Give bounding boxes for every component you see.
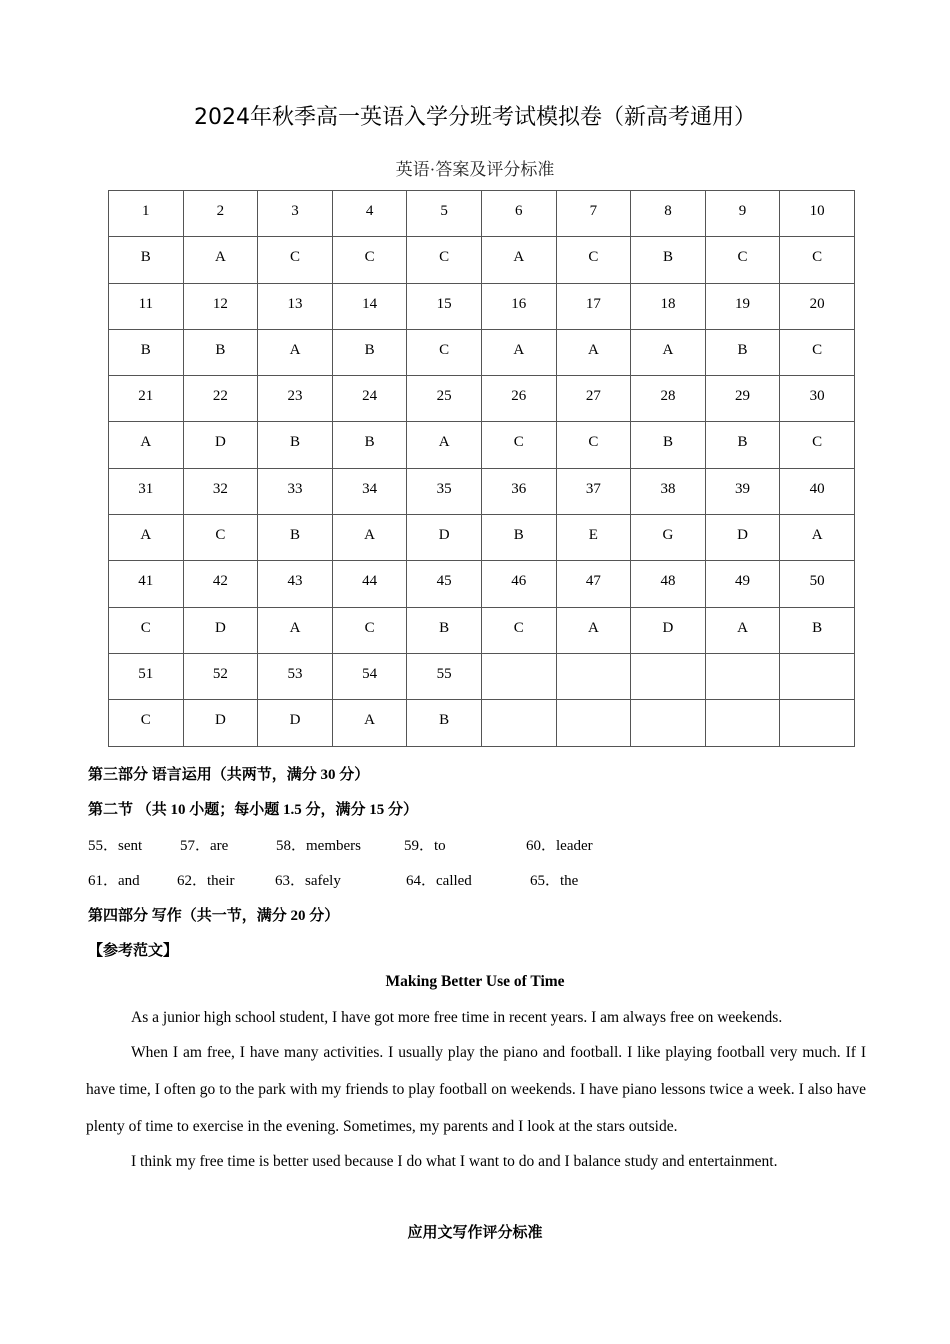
answer-cell: C: [780, 422, 855, 468]
question-number-cell: 37: [556, 468, 631, 514]
answer-cell: D: [631, 607, 706, 653]
question-number-cell: 36: [481, 468, 556, 514]
answer-cell: C: [705, 237, 780, 283]
question-number-cell: 5: [407, 191, 482, 237]
question-number-cell: 31: [109, 468, 184, 514]
question-number-cell: 45: [407, 561, 482, 607]
answer-cell: B: [780, 607, 855, 653]
answer-key-table: [108, 190, 855, 747]
question-number-cell: 26: [481, 376, 556, 422]
question-number-cell: 38: [631, 468, 706, 514]
answer-cell: B: [109, 237, 184, 283]
question-number-cell: 43: [258, 561, 333, 607]
answer-cell: C: [556, 237, 631, 283]
question-number-cell: [780, 653, 855, 699]
answer-cell: C: [780, 237, 855, 283]
question-number-cell: 49: [705, 561, 780, 607]
question-number-row: [109, 283, 855, 329]
blank-answer: 62．their: [177, 873, 235, 889]
part4-heading: 第四部分 写作（共一节，满分 20 分）: [88, 908, 340, 924]
answer-cell: [705, 700, 780, 746]
answer-cell: A: [407, 422, 482, 468]
answer-cell: D: [183, 607, 258, 653]
question-number-cell: 16: [481, 283, 556, 329]
document-title: 2024年秋季高一英语入学分班考试模拟卷（新高考通用）: [194, 105, 756, 130]
question-number-cell: 28: [631, 376, 706, 422]
answer-cell: A: [780, 515, 855, 561]
question-number-cell: 27: [556, 376, 631, 422]
question-number-cell: [705, 653, 780, 699]
answer-row: [109, 237, 855, 283]
question-number-cell: 6: [481, 191, 556, 237]
question-number-cell: [556, 653, 631, 699]
answer-cell: C: [109, 700, 184, 746]
answer-cell: A: [109, 422, 184, 468]
part3-section2-heading: 第二节 （共 10 小题；每小题 1.5 分，满分 15 分）: [88, 802, 419, 818]
question-number-cell: 4: [332, 191, 407, 237]
question-number-cell: 41: [109, 561, 184, 607]
question-number-row: [109, 653, 855, 699]
answer-cell: A: [109, 515, 184, 561]
answer-cell: B: [705, 422, 780, 468]
answer-cell: C: [556, 422, 631, 468]
answer-row: [109, 422, 855, 468]
part3-heading: 第三部分 语言运用（共两节，满分 30 分）: [88, 767, 370, 783]
answer-cell: B: [332, 422, 407, 468]
question-number-cell: 40: [780, 468, 855, 514]
question-number-cell: 1: [109, 191, 184, 237]
essay-paragraph-1: As a junior high school student, I have got more free time in recent years. I am always free on weekends.: [131, 1009, 783, 1026]
question-number-cell: 17: [556, 283, 631, 329]
blank-answer: 61．and: [88, 873, 140, 889]
question-number-cell: 11: [109, 283, 184, 329]
answer-cell: D: [407, 515, 482, 561]
question-number-cell: 9: [705, 191, 780, 237]
answer-cell: A: [631, 329, 706, 375]
blank-answer: 55．sent: [88, 838, 143, 854]
answer-cell: C: [481, 422, 556, 468]
answer-cell: C: [407, 237, 482, 283]
question-number-cell: 19: [705, 283, 780, 329]
blank-answer: 65．the: [530, 873, 579, 889]
question-number-cell: 15: [407, 283, 482, 329]
answer-cell: A: [705, 607, 780, 653]
answer-cell: B: [332, 329, 407, 375]
question-number-row: [109, 561, 855, 607]
answer-cell: A: [556, 607, 631, 653]
answer-row: [109, 329, 855, 375]
answer-row: [109, 607, 855, 653]
question-number-cell: 30: [780, 376, 855, 422]
answer-cell: A: [258, 329, 333, 375]
answer-cell: D: [183, 422, 258, 468]
question-number-cell: 39: [705, 468, 780, 514]
question-number-cell: 35: [407, 468, 482, 514]
blank-answer: 64．called: [406, 873, 472, 889]
question-number-cell: [631, 653, 706, 699]
answer-cell: C: [332, 607, 407, 653]
blank-answer: 63．safely: [275, 873, 341, 889]
question-number-cell: 20: [780, 283, 855, 329]
question-number-cell: [481, 653, 556, 699]
answer-cell: B: [631, 422, 706, 468]
answer-row: [109, 700, 855, 746]
answer-cell: B: [407, 700, 482, 746]
answer-cell: C: [332, 237, 407, 283]
answer-cell: B: [481, 515, 556, 561]
question-number-cell: 10: [780, 191, 855, 237]
answer-cell: D: [258, 700, 333, 746]
answer-cell: C: [481, 607, 556, 653]
answer-cell: C: [780, 329, 855, 375]
question-number-cell: 7: [556, 191, 631, 237]
question-number-cell: 23: [258, 376, 333, 422]
question-number-row: [109, 468, 855, 514]
sample-essay-label: 【参考范文】: [88, 943, 179, 959]
question-number-cell: 8: [631, 191, 706, 237]
answer-cell: A: [556, 329, 631, 375]
answer-cell: B: [407, 607, 482, 653]
blank-answer: 57．are: [180, 838, 229, 854]
question-number-cell: 34: [332, 468, 407, 514]
question-number-cell: 18: [631, 283, 706, 329]
question-number-row: [109, 376, 855, 422]
essay-paragraph-2: When I am free, I have many activities. I usually play the piano and football. I like playing football very much. If I have time, I often go to the park with my friends to play football on weekends. I have piano lessons twice a week. I also have plenty of time to exercise in the evening. Sometimes, my parents and I look at the stars outside.: [86, 1044, 866, 1135]
question-number-cell: 54: [332, 653, 407, 699]
answer-cell: C: [407, 329, 482, 375]
answer-cell: G: [631, 515, 706, 561]
question-number-cell: 24: [332, 376, 407, 422]
answer-cell: A: [332, 515, 407, 561]
question-number-cell: 53: [258, 653, 333, 699]
answer-cell: D: [705, 515, 780, 561]
question-number-cell: 29: [705, 376, 780, 422]
question-number-cell: 2: [183, 191, 258, 237]
answer-cell: A: [481, 329, 556, 375]
answer-cell: B: [183, 329, 258, 375]
answer-cell: B: [109, 329, 184, 375]
answer-cell: C: [258, 237, 333, 283]
question-number-cell: 52: [183, 653, 258, 699]
question-number-cell: 22: [183, 376, 258, 422]
question-number-cell: 25: [407, 376, 482, 422]
essay-title: Making Better Use of Time: [385, 973, 565, 990]
answer-cell: B: [258, 422, 333, 468]
question-number-cell: 12: [183, 283, 258, 329]
blank-answer: 60．leader: [526, 838, 593, 854]
question-number-cell: 3: [258, 191, 333, 237]
document-subtitle: 英语·答案及评分标准: [395, 160, 555, 179]
question-number-cell: 51: [109, 653, 184, 699]
answer-row: [109, 515, 855, 561]
answer-cell: B: [705, 329, 780, 375]
answer-cell: C: [109, 607, 184, 653]
answer-cell: [556, 700, 631, 746]
question-number-cell: 55: [407, 653, 482, 699]
answer-cell: C: [183, 515, 258, 561]
question-number-cell: 50: [780, 561, 855, 607]
question-number-cell: 13: [258, 283, 333, 329]
question-number-cell: 21: [109, 376, 184, 422]
question-number-cell: 14: [332, 283, 407, 329]
question-number-cell: 32: [183, 468, 258, 514]
answer-cell: [780, 700, 855, 746]
question-number-cell: 48: [631, 561, 706, 607]
answer-cell: D: [183, 700, 258, 746]
question-number-cell: 33: [258, 468, 333, 514]
answer-cell: E: [556, 515, 631, 561]
answer-cell: A: [183, 237, 258, 283]
answer-cell: A: [481, 237, 556, 283]
question-number-cell: 46: [481, 561, 556, 607]
question-number-cell: 42: [183, 561, 258, 607]
answer-cell: [631, 700, 706, 746]
question-number-row: [109, 191, 855, 237]
question-number-cell: 47: [556, 561, 631, 607]
answer-cell: A: [258, 607, 333, 653]
answer-cell: B: [631, 237, 706, 283]
answer-cell: [481, 700, 556, 746]
blank-answer: 59．to: [404, 838, 446, 854]
essay-paragraph-3: I think my free time is better used because I do what I want to do and I balance study and entertainment.: [131, 1153, 778, 1170]
blank-answer: 58．members: [276, 838, 361, 854]
answer-cell: B: [258, 515, 333, 561]
answer-cell: A: [332, 700, 407, 746]
scoring-standard-title: 应用文写作评分标准: [407, 1223, 543, 1241]
question-number-cell: 44: [332, 561, 407, 607]
